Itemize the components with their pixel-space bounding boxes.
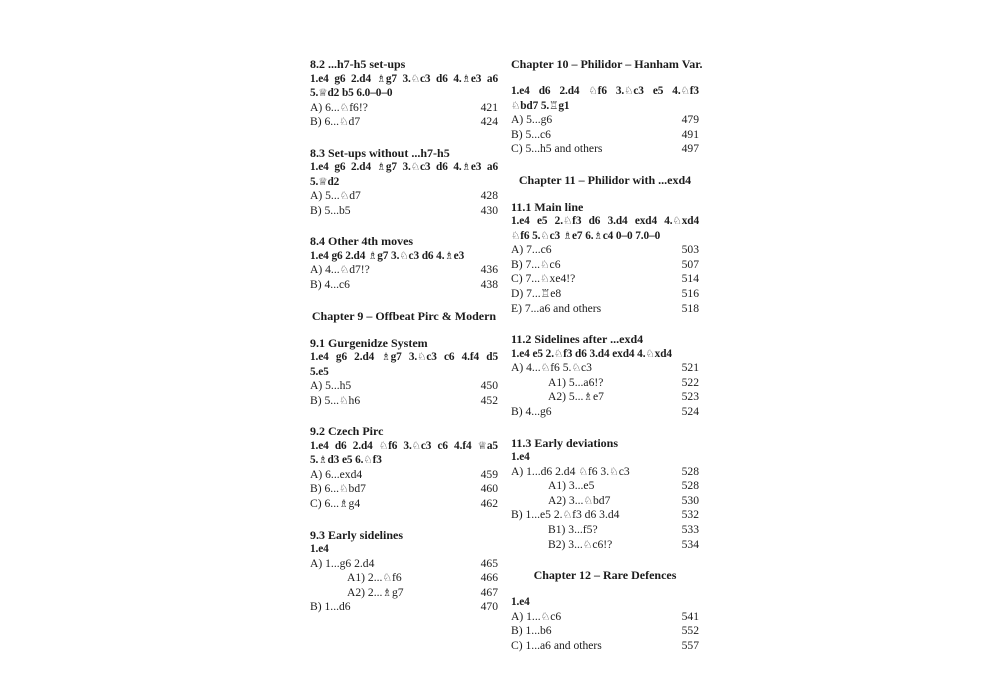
chess-figurine: ♘	[609, 464, 619, 478]
chess-figurine: ♘	[411, 439, 421, 452]
page-number: 534	[681, 537, 699, 551]
variation-label: B) 4...g6	[511, 405, 552, 419]
variation-row	[310, 379, 498, 394]
variation-label: B2) 3...♘c6!?	[548, 537, 613, 551]
page-number: 528	[681, 464, 699, 478]
column-right	[511, 57, 703, 669]
section-title: 11.2 Sidelines after ...exd4	[511, 332, 644, 347]
variation-row	[511, 390, 699, 405]
variation-label: B) 1...d6	[310, 600, 351, 614]
page-number: 497	[681, 142, 699, 156]
chess-figurine: ♗	[376, 72, 386, 85]
variation-row	[310, 571, 498, 586]
page-number: 524	[681, 405, 699, 419]
chess-figurine: ♕	[477, 439, 487, 452]
chess-figurine: ♘	[588, 85, 598, 97]
variation-row	[511, 624, 699, 639]
variation-label: A) 6...♘f6!?	[310, 100, 368, 114]
chess-figurine: ♘	[399, 249, 409, 262]
variation-label: A) 5...♘d7	[310, 189, 361, 203]
chess-figurine: ♖	[540, 287, 551, 301]
toc-section	[511, 436, 699, 553]
moves-line: 5.e5	[310, 365, 329, 378]
page-number: 523	[681, 390, 699, 404]
chess-figurine: ♗	[461, 161, 471, 174]
toc-section	[511, 200, 699, 316]
variation-label: A) 4...♘d7!?	[310, 263, 370, 277]
chess-figurine: ♘	[338, 393, 349, 407]
moves-line: 1.e4 d6 2.d4 ♘f6 3.♘c3 e5 4.♘f3	[511, 85, 699, 97]
chess-figurine: ♗	[562, 229, 573, 242]
page-number: 452	[480, 393, 498, 407]
variation-label: E) 7...a6 and others	[511, 301, 602, 315]
page-number: 430	[480, 203, 498, 217]
moves-line: 1.e4 d6 2.d4 ♘f6 3.♘c3 c6 4.f4 ♕a5	[310, 439, 498, 452]
variation-label: B) 7...♘c6	[511, 257, 561, 271]
variation-label: B) 5...b5	[310, 203, 351, 217]
variation-label: B) 1...e5 2.♘f3 d6 3.d4	[511, 508, 620, 522]
variation-label: A) 1...♘c6	[511, 609, 562, 623]
page-number: 470	[480, 600, 498, 614]
variation-label: B) 5...c6	[511, 127, 551, 141]
chess-figurine: ♘	[571, 361, 582, 375]
chess-figurine: ♘	[645, 347, 655, 360]
variation-row	[511, 272, 699, 287]
chess-figurine: ♘	[339, 189, 350, 203]
variation-label: C) 7...♘xe4!?	[511, 272, 576, 286]
moves-line: 1.e4 e5 2.♘f3 d6 3.d4 exd4 4.♘xd4	[511, 347, 672, 360]
variation-label: A) 1...g6 2.d4	[310, 556, 375, 570]
toc-section	[310, 336, 498, 409]
page-number: 467	[480, 585, 498, 599]
moves-line: 5.♕d2	[310, 175, 340, 188]
variation-label: A) 5...h5	[310, 379, 352, 393]
variation-row	[511, 302, 699, 317]
variation-row	[511, 610, 699, 625]
variation-label: A2) 5...♗e7	[548, 390, 604, 404]
page-number: 466	[480, 571, 498, 585]
variation-label: A1) 2...♘f6	[347, 571, 402, 585]
chess-figurine: ♘	[583, 493, 593, 507]
toc-section	[511, 595, 699, 653]
moves-line: 1.e4	[511, 596, 530, 609]
chess-figurine: ♘	[410, 161, 420, 174]
moves-line: 1.e4	[310, 543, 329, 556]
page-number: 424	[480, 115, 498, 129]
chess-figurine: ♘	[338, 482, 349, 496]
variation-label: A1) 3...e5	[548, 479, 595, 493]
page-number: 541	[681, 609, 699, 623]
chess-figurine: ♘	[562, 508, 573, 522]
chess-figurine: ♘	[562, 215, 573, 228]
moves-line: 5.♕d2 b5 6.0–0–0	[310, 87, 393, 99]
chess-figurine: ♖	[549, 99, 559, 112]
chess-figurine: ♗	[583, 390, 593, 404]
variation-row	[511, 538, 699, 553]
variation-row	[511, 639, 699, 654]
toc-section	[511, 332, 699, 419]
moves-line: 1.e4 g6 2.d4 ♗g7 3.♘c3 c6 4.f4 d5	[310, 351, 498, 364]
page-number: 528	[681, 479, 699, 493]
moves-line: 1.e4	[511, 451, 530, 464]
variation-row	[310, 468, 498, 483]
chess-figurine: ♗	[368, 249, 378, 262]
chess-figurine: ♗	[381, 351, 391, 364]
variation-label: A) 1...d6 2.d4 ♘f6 3.♘c3	[511, 464, 630, 478]
page-number: 516	[681, 287, 699, 301]
chess-figurine: ♘	[339, 263, 350, 277]
variation-row	[310, 497, 498, 512]
moves-line: 1.e4 e5 2.♘f3 d6 3.d4 exd4 4.♘xd4	[511, 215, 700, 228]
page-number: 521	[681, 361, 699, 375]
variation-label: B) 6...♘d7	[310, 115, 361, 129]
chess-figurine: ♘	[410, 72, 420, 85]
variation-row	[310, 586, 498, 601]
page-number: 421	[480, 100, 498, 114]
section-title: 9.3 Early sidelines	[310, 527, 404, 542]
variation-row	[511, 361, 699, 376]
page-number: 428	[480, 189, 498, 203]
chess-figurine: ♘	[582, 537, 593, 551]
page-number: 557	[681, 638, 699, 652]
chess-figurine: ♗	[444, 249, 454, 262]
chess-figurine: ♘	[578, 464, 588, 478]
variation-label: C) 1...a6 and others	[511, 638, 602, 652]
page-number: 530	[681, 493, 699, 507]
variation-label: A2) 3...♘bd7	[548, 493, 611, 507]
chess-figurine: ♘	[378, 439, 389, 452]
toc-section	[310, 57, 498, 130]
chapter-heading: Chapter 9 – Offbeat Pirc & Modern	[311, 308, 497, 323]
toc-section	[511, 84, 699, 157]
variation-row	[511, 243, 699, 258]
variation-label: A) 6...exd4	[310, 467, 363, 481]
chess-figurine: ♘	[553, 347, 564, 360]
page-number: 436	[480, 263, 498, 277]
toc-section	[310, 146, 498, 219]
page-number: 518	[681, 301, 699, 315]
moves-line: 1.e4 g6 2.d4 ♗g7 3.♘c3 d6 4.♗e3 a6	[310, 161, 498, 174]
chess-figurine: ♘	[417, 351, 427, 364]
page-number: 438	[480, 277, 498, 291]
page-number: 503	[681, 243, 699, 257]
page-number: 522	[681, 375, 699, 389]
toc-section	[310, 234, 498, 292]
chess-figurine: ♘	[624, 85, 634, 97]
chapter-heading: Chapter 10 – Philidor – Hanham Var.	[511, 57, 703, 71]
section-title: 9.2 Czech Pirc	[310, 424, 384, 439]
chess-figurine: ♘	[539, 272, 550, 286]
variation-row	[310, 557, 498, 572]
section-title: 8.4 Other 4th moves	[310, 234, 414, 249]
page-number: 533	[681, 523, 699, 536]
chess-figurine: ♕	[318, 87, 328, 99]
variation-row	[310, 101, 498, 116]
variation-label: B) 6...♘bd7	[310, 482, 366, 496]
variation-row	[310, 115, 498, 130]
chess-figurine: ♗	[376, 161, 386, 174]
chess-figurine: ♘	[540, 609, 551, 623]
page-number: 507	[681, 257, 699, 271]
chess-figurine: ♘	[540, 361, 551, 375]
chess-figurine: ♗	[461, 72, 471, 85]
variation-label: D) 7...♖e8	[511, 287, 562, 301]
page-number: 491	[681, 127, 699, 141]
variation-label: A1) 5...a6!?	[548, 375, 604, 389]
page-number: 552	[681, 624, 699, 638]
section-title: 9.1 Gurgenidze System	[310, 335, 428, 350]
variation-row	[310, 394, 498, 409]
page-number: 514	[681, 272, 699, 286]
chess-figurine: ♘	[339, 100, 350, 114]
variation-row	[511, 465, 699, 480]
chapter-heading: Chapter 12 – Rare Defences	[533, 568, 677, 583]
variation-label: A) 4...♘f6 5.♘c3	[511, 361, 592, 375]
section-title: 8.3 Set-ups without ...h7-h5	[310, 145, 450, 160]
section-title: 11.1 Main line	[511, 199, 584, 214]
variation-row	[310, 204, 498, 219]
variation-label: C) 6...♗g4	[310, 496, 361, 510]
moves-line: 1.e4 g6 2.d4 ♗g7 3.♘c3 d6 4.♗e3 a6	[310, 72, 498, 85]
section-title: 8.2 ...h7-h5 set-ups	[310, 57, 406, 71]
variation-label: A) 7...c6	[511, 243, 552, 257]
variation-row	[310, 263, 498, 278]
variation-row	[511, 479, 699, 494]
toc-section	[310, 528, 498, 615]
chess-figurine: ♗	[338, 496, 349, 510]
variation-label: B) 1...b6	[511, 624, 552, 638]
chess-figurine: ♘	[511, 99, 521, 112]
page-number: 465	[480, 556, 498, 570]
chess-figurine: ♗	[382, 585, 392, 599]
variation-label: C) 5...h5 and others	[511, 142, 603, 156]
variation-row	[511, 523, 699, 538]
chess-figurine: ♘	[382, 571, 392, 585]
chess-figurine: ♗	[318, 454, 328, 467]
moves-line: 5.♗d3 e5 6.♘f3	[310, 454, 382, 467]
variation-label: A2) 2...♗g7	[347, 585, 404, 599]
chess-figurine: ♘	[540, 229, 550, 242]
variation-row	[511, 508, 699, 523]
variation-row	[310, 600, 498, 615]
variation-row	[310, 482, 498, 497]
chess-figurine: ♕	[318, 175, 328, 188]
chapter-heading: Chapter 11 – Philidor with ...exd4	[518, 172, 692, 187]
page-number: 532	[681, 508, 699, 522]
section-title: 11.3 Early deviations	[511, 435, 619, 450]
variation-label: B1) 3...f5?	[548, 523, 598, 536]
variation-row	[511, 128, 699, 143]
page-number: 460	[480, 482, 498, 496]
moves-line: ♘bd7 5.♖g1	[511, 99, 570, 112]
variation-row	[511, 142, 699, 157]
chess-figurine: ♘	[363, 454, 373, 467]
toc-section	[310, 424, 498, 511]
page-number: 459	[480, 467, 498, 481]
variation-row	[511, 287, 699, 302]
chess-figurine: ♘	[672, 215, 682, 228]
moves-line: 1.e4 g6 2.d4 ♗g7 3.♘c3 d6 4.♗e3	[310, 249, 465, 262]
column-left	[310, 57, 498, 631]
chess-figurine: ♘	[680, 85, 690, 97]
variation-row	[511, 113, 699, 128]
variation-row	[511, 494, 699, 509]
variation-label: B) 5...♘h6	[310, 393, 361, 407]
page-number: 450	[480, 379, 498, 393]
moves-line: ♘f6 5.♘c3 ♗e7 6.♗c4 0–0 7.0–0	[511, 229, 661, 242]
chess-figurine: ♗	[593, 229, 603, 242]
variation-label: A) 5...g6	[511, 113, 553, 126]
variation-row	[511, 405, 699, 420]
variation-row	[310, 278, 498, 293]
variation-label: B) 4...c6	[310, 277, 350, 291]
page-number: 479	[681, 113, 699, 126]
chess-figurine: ♘	[338, 115, 349, 129]
variation-row	[511, 376, 699, 391]
variation-row	[310, 189, 498, 204]
chess-figurine: ♘	[539, 257, 550, 271]
page-number: 462	[480, 496, 498, 510]
variation-row	[511, 258, 699, 273]
chess-figurine: ♘	[511, 229, 521, 242]
